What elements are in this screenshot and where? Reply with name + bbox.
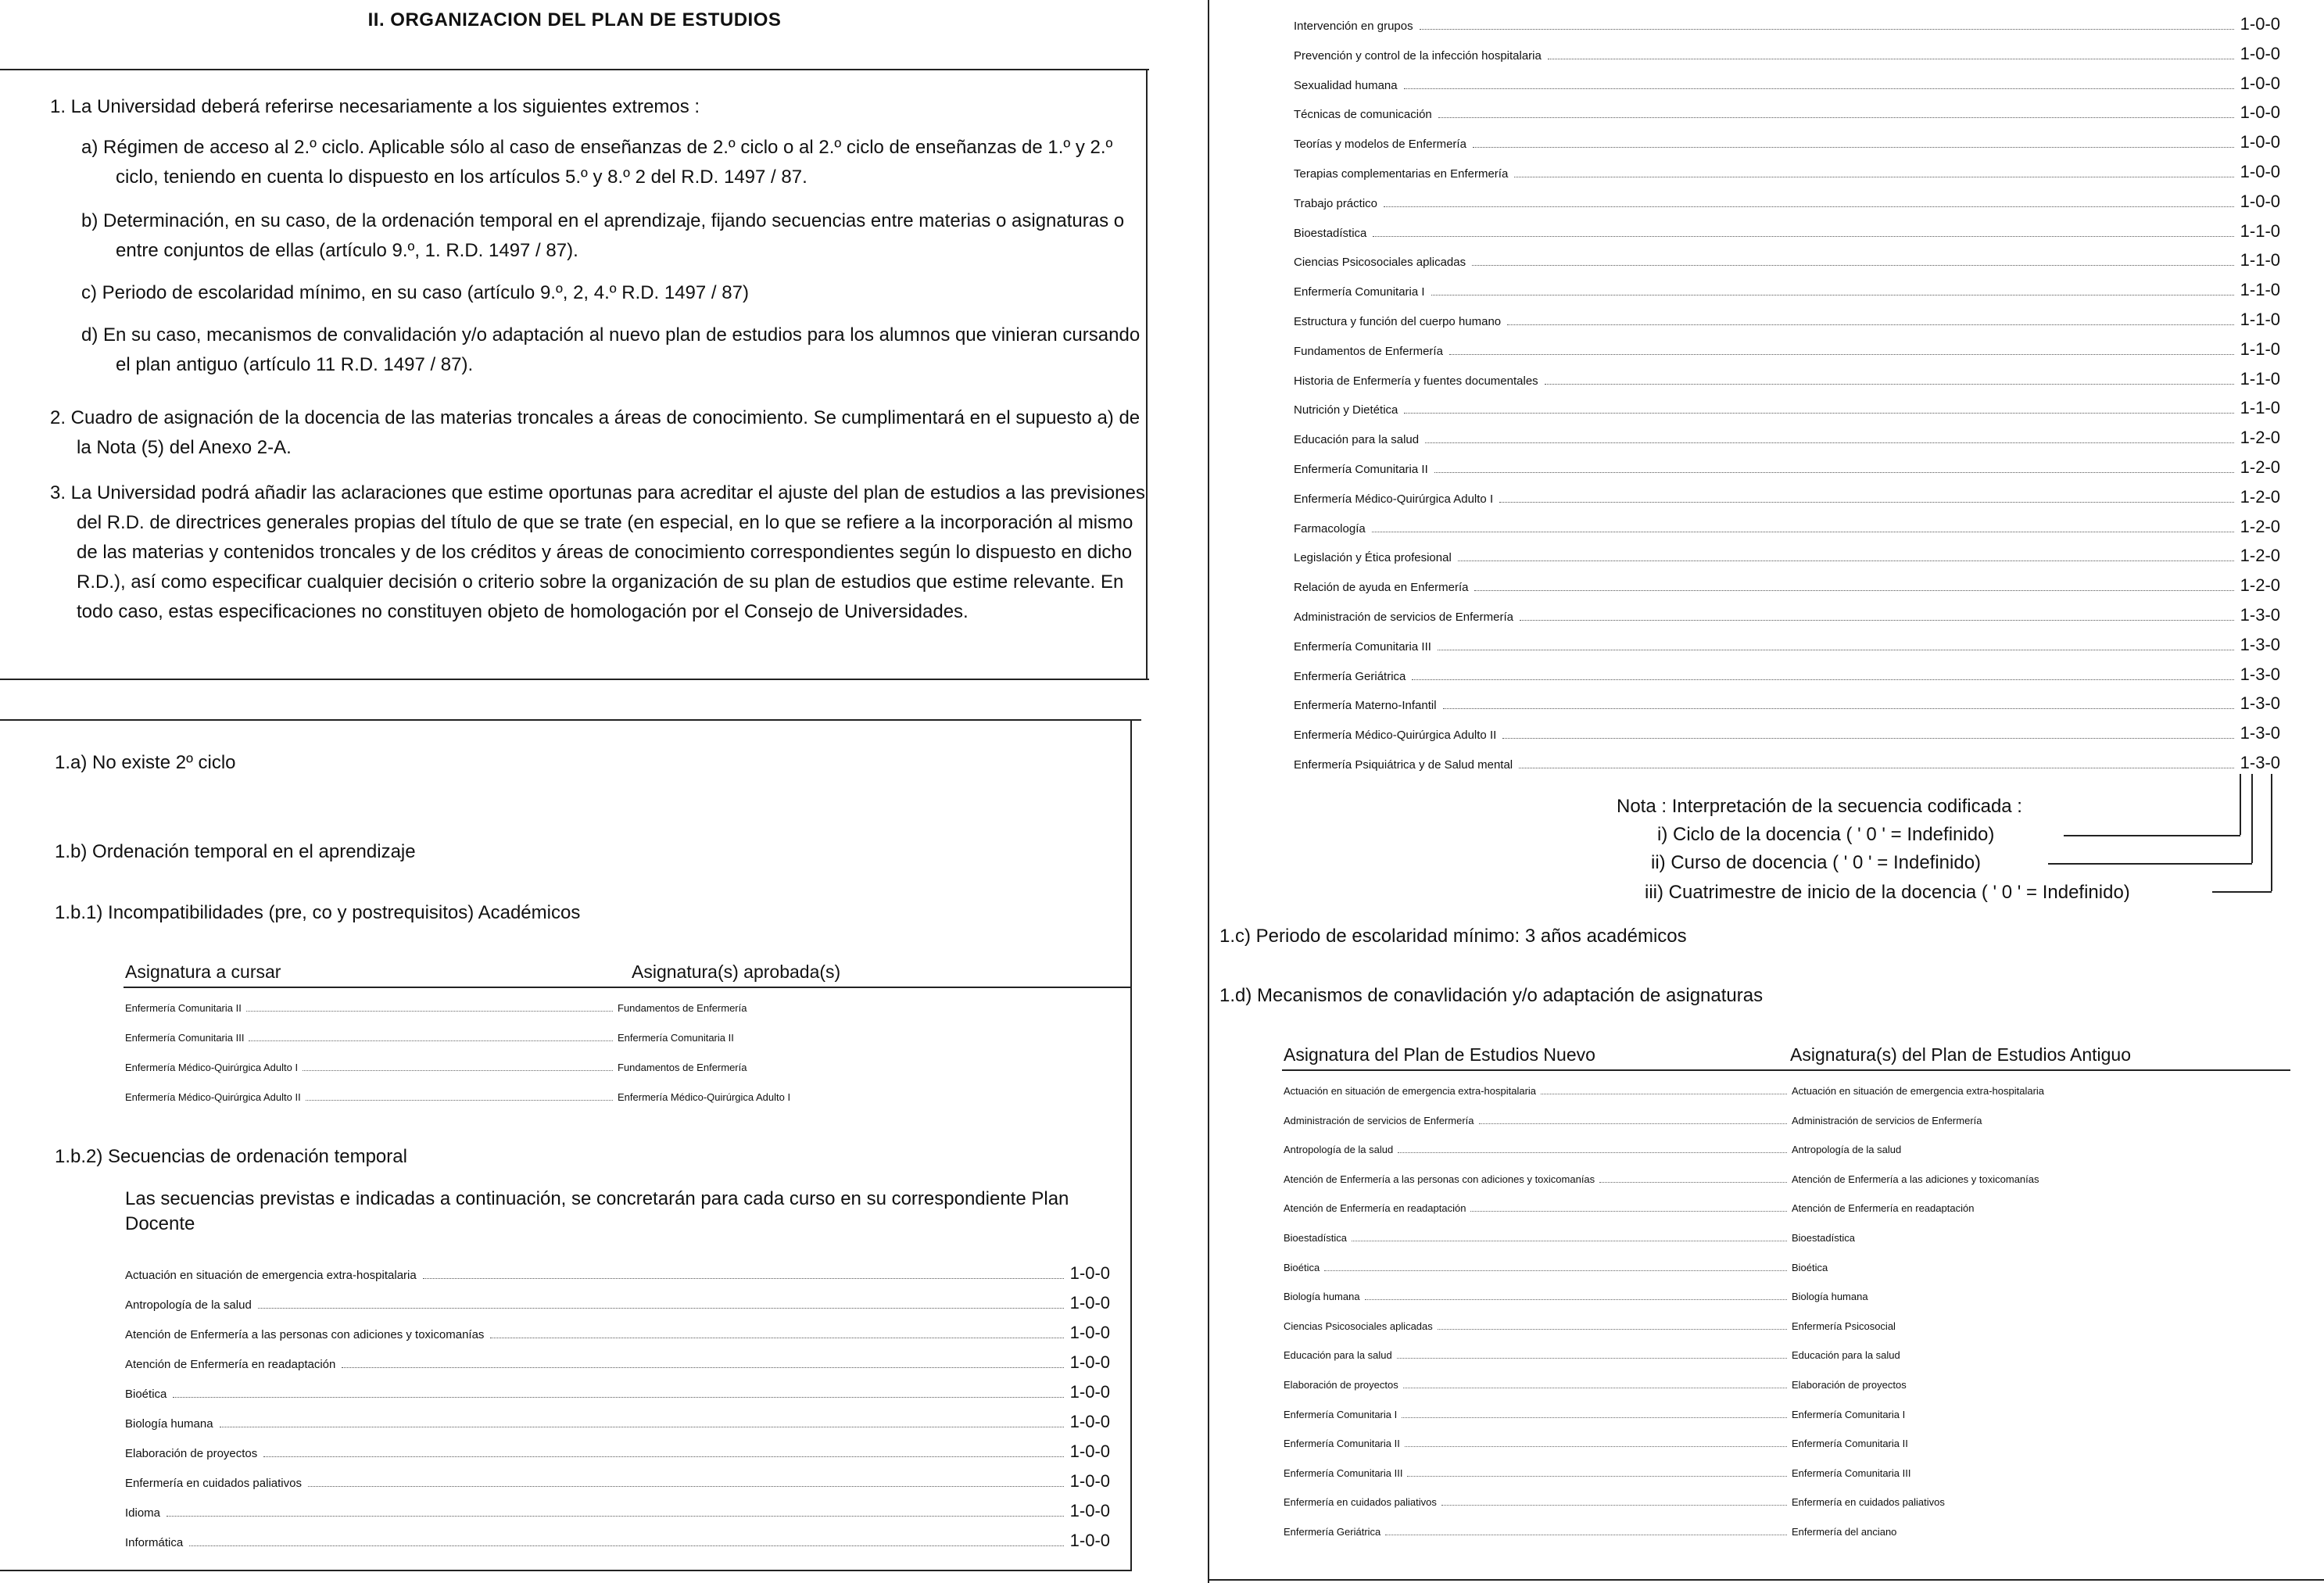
dot-leader [303, 1069, 613, 1071]
sequence-subject: Prevención y control de la infección hospitalaria [1294, 48, 1542, 63]
sequence-row [1294, 723, 2280, 743]
dot-leader [1384, 206, 2234, 207]
sequence-code: 1-3-0 [2240, 634, 2280, 654]
dot-leader [1541, 1093, 1787, 1094]
sequence-subject: Terapias complementarias en Enfermería [1294, 167, 1509, 181]
sequence-subject: Farmacología [1294, 521, 1366, 535]
bracket-line-1 [2240, 774, 2241, 835]
sequence-code: 1-0-0 [2240, 162, 2280, 181]
conv-new-subject: Ciencias Psicosociales aplicadas [1284, 1320, 1433, 1332]
sequence-row [125, 1323, 1110, 1343]
conv-old-subject: Administración de servicios de Enfermería [1792, 1114, 1982, 1126]
dot-leader [1403, 1387, 1787, 1388]
dot-leader [1373, 235, 2233, 237]
sequence-row [1294, 428, 2280, 448]
dot-leader [1431, 294, 2234, 295]
dot-leader [1402, 1416, 1787, 1418]
dot-leader [258, 1307, 1064, 1309]
box-bottom-border [0, 679, 1149, 680]
sequence-subject: Estructura y función del cuerpo humano [1294, 315, 1502, 328]
sequence-row [125, 1501, 1110, 1521]
bracket-connector-3 [2212, 891, 2272, 893]
paragraph-1c: c) Periodo de escolaridad mínimo, en su caso (artículo 9.º, 2, 4.º R.D. 1497 / 87) [81, 282, 749, 303]
sequence-code: 1-3-0 [2240, 723, 2280, 743]
dot-leader [1398, 1151, 1787, 1153]
section-1b: 1.b) Ordenación temporal en el aprendizaje [55, 841, 416, 862]
conv-old-subject: Enfermería Comunitaria I [1792, 1408, 1906, 1420]
dot-leader [1324, 1270, 1787, 1271]
sequence-subject: Intervención en grupos [1294, 20, 1413, 33]
right-page-left-border [1208, 0, 1209, 1583]
sequence-row [1294, 102, 2280, 123]
conv-row [1284, 1173, 2292, 1185]
sequence-row [125, 1442, 1110, 1462]
sequence-subject: Educación para la salud [1294, 433, 1420, 447]
sequence-code: 1-1-0 [2240, 280, 2280, 300]
conv-new-subject: Enfermería Comunitaria I [1284, 1408, 1398, 1420]
conv-old-subject: Bioética [1792, 1261, 1828, 1273]
dot-leader [1514, 176, 2233, 177]
sequence-subject: Bioética [125, 1388, 167, 1401]
sequence-row [1294, 487, 2280, 507]
conv-new-subject: Antropología de la salud [1284, 1144, 1394, 1156]
page-title: II. ORGANIZACION DEL PLAN DE ESTUDIOS [367, 9, 782, 30]
conv-header-rule [1282, 1069, 2290, 1071]
dot-leader [189, 1545, 1063, 1546]
conv-old-subject: Educación para la salud [1792, 1349, 1900, 1362]
sequence-code: 1-0-0 [1069, 1293, 1110, 1313]
sequence-code: 1-1-0 [2240, 338, 2280, 359]
conv-old-subject: Enfermería Comunitaria II [1792, 1438, 1908, 1450]
sequence-code: 1-2-0 [2240, 546, 2280, 566]
dot-leader [1548, 58, 2234, 59]
sequence-row [1294, 546, 2280, 566]
sequence-subject: Técnicas de comunicación [1294, 108, 1432, 122]
dot-leader [220, 1426, 1064, 1427]
dot-leader [1438, 1328, 1787, 1330]
sequence-row [1294, 192, 2280, 212]
conv-old-subject: Antropología de la salud [1792, 1144, 1902, 1156]
sequence-row [1294, 664, 2280, 685]
paragraph-1a: a) Régimen de acceso al 2.º ciclo. Aplicable sólo al caso de enseñanzas de 2.º ciclo o al 2.º ciclo de enseñanzas de 1.º y 2.º ciclo, teniendo en cuenta lo dispuesto en los artículos 5.º y 8.º 2 del R.D. 1497 / 87. [81, 137, 1113, 188]
dot-leader [173, 1396, 1063, 1398]
conv-old-subject: Enfermería Psicosocial [1792, 1320, 1896, 1332]
sequence-code: 1-0-0 [2240, 102, 2280, 123]
conv-old-subject: Atención de Enfermería a las adiciones y toxicomanías [1792, 1173, 2039, 1185]
section-1b2-description: Las secuencias previstas e indicadas a continuación, se concretarán para cada curso en su correspondiente Plan Docente [125, 1188, 1069, 1234]
sequence-row [1294, 369, 2280, 389]
conv-row [1284, 1320, 2292, 1332]
conv-new-subject: Bioética [1284, 1261, 1320, 1273]
sequence-row [1294, 517, 2280, 537]
sequence-code: 1-0-0 [1069, 1442, 1110, 1461]
sequence-row [1294, 339, 2280, 360]
conv-row [1284, 1409, 2292, 1420]
conv-new-subject: Enfermería en cuidados paliativos [1284, 1496, 1437, 1509]
sequence-subject: Fundamentos de Enfermería [1294, 344, 1443, 358]
right-page-bottom-border [1208, 1579, 2324, 1581]
incompat-course: Enfermería Médico-Quirúrgica Adulto I [125, 1062, 299, 1073]
sequence-row [1294, 280, 2280, 300]
conv-old-subject: Enfermería en cuidados paliativos [1792, 1496, 1945, 1509]
note-title: Nota : Interpretación de la secuencia codificada : [1617, 796, 2022, 817]
conv-old-subject: Actuación en situación de emergencia extra-hospitalaria [1792, 1085, 2045, 1097]
conv-old-subject: Elaboración de proyectos [1792, 1379, 1907, 1391]
conv-old-subject: Enfermería Comunitaria III [1792, 1467, 1911, 1479]
sequence-code: 1-0-0 [1069, 1382, 1110, 1402]
conv-new-subject: Elaboración de proyectos [1284, 1379, 1398, 1391]
sequence-code: 1-1-0 [2240, 368, 2280, 389]
section-1a: 1.a) No existe 2º ciclo [55, 752, 236, 773]
sequence-row [1294, 398, 2280, 418]
section-1c: 1.c) Periodo de escolaridad mínimo: 3 años académicos [1219, 926, 1687, 947]
conv-old-subject: Bioestadística [1792, 1232, 1855, 1244]
sequence-subject: Enfermería en cuidados paliativos [125, 1477, 302, 1490]
conv-row [1284, 1262, 2292, 1273]
sequence-row [1294, 14, 2280, 34]
incompat-header-col1: Asignatura a cursar [125, 962, 281, 982]
conv-header-col1: Asignatura del Plan de Estudios Nuevo [1284, 1044, 1595, 1065]
sequence-code: 1-1-0 [2240, 310, 2280, 329]
conv-old-subject: Enfermería del anciano [1792, 1526, 1897, 1538]
sequence-code: 1-3-0 [2240, 664, 2280, 684]
sequence-code: 1-1-0 [2240, 398, 2280, 418]
sequence-subject: Idioma [125, 1506, 161, 1520]
sequence-code: 1-2-0 [2240, 516, 2280, 536]
sequence-row [1294, 605, 2280, 625]
sequence-subject: Enfermería Comunitaria II [1294, 463, 1428, 476]
dot-leader [1420, 28, 2234, 30]
sequence-row [1294, 693, 2280, 714]
conv-row [1284, 1379, 2292, 1391]
conv-row [1284, 1526, 2292, 1538]
sequence-row [125, 1263, 1110, 1284]
dot-leader [1352, 1240, 1787, 1241]
conv-row [1284, 1291, 2292, 1302]
sequence-subject: Teorías y modelos de Enfermería [1294, 138, 1466, 152]
sequence-code: 1-0-0 [1069, 1323, 1110, 1342]
dot-leader [1520, 619, 2234, 621]
incompat-row [125, 1091, 1118, 1103]
dot-leader [1372, 531, 2234, 532]
sequence-subject: Atención de Enfermería a las personas con adiciones y toxicomanías [125, 1328, 485, 1341]
sequence-subject: Enfermería Comunitaria III [1294, 639, 1431, 654]
sequence-subject: Actuación en situación de emergencia extra-hospitalaria [125, 1269, 417, 1282]
dot-leader [1479, 1123, 1788, 1124]
sequence-row [125, 1531, 1110, 1551]
conv-row [1284, 1202, 2292, 1214]
dot-leader [1470, 1210, 1787, 1212]
dot-leader [1458, 560, 2234, 561]
sequence-subject: Enfermería Médico-Quirúrgica Adulto II [1294, 729, 1497, 743]
paragraph-2: 2. Cuadro de asignación de la docencia de las materias troncales a áreas de conocimiento. Se cumplimentará en el supuesto a) de la Nota (5) del Anexo 2-A. [50, 407, 1141, 458]
sequence-row [125, 1471, 1110, 1492]
dot-leader [306, 1099, 613, 1101]
dot-leader [249, 1040, 613, 1041]
sequence-row [1294, 457, 2280, 478]
dot-leader [490, 1337, 1063, 1338]
sequence-row [1294, 575, 2280, 596]
dot-leader [1385, 1534, 1787, 1535]
conv-row [1284, 1144, 2292, 1155]
conv-row [1284, 1115, 2292, 1126]
sequence-row [125, 1412, 1110, 1432]
sequence-code: 1-0-0 [1069, 1412, 1110, 1431]
paragraph-1b: b) Determinación, en su caso, de la ordenación temporal en el aprendizaje, fijando secuencias entre materias o asignaturas o entre conjuntos de ellas (artículo 9.º, 1. R.D. 1497 / 87). [81, 210, 1125, 261]
sequence-row [1294, 73, 2280, 94]
conv-row [1284, 1232, 2292, 1244]
incompat-prereq: Enfermería Médico-Quirúrgica Adulto I [618, 1091, 791, 1103]
paragraph-1d: d) En su caso, mecanismos de convalidación y/o adaptación al nuevo plan de estudios para los alumnos que vinieran cursando el plan antiguo (artículo 11 R.D. 1497 / 87). [81, 324, 1141, 375]
dot-leader [1412, 679, 2233, 680]
conv-new-subject: Bioestadística [1284, 1232, 1347, 1244]
dot-leader [1438, 649, 2234, 650]
incompat-row [125, 1002, 1118, 1014]
conv-new-subject: Educación para la salud [1284, 1349, 1392, 1362]
dot-leader [1441, 1504, 1787, 1506]
sequence-code: 1-2-0 [2240, 486, 2280, 507]
sequence-subject: Nutrición y Dietética [1294, 403, 1398, 417]
dot-leader [1397, 1357, 1787, 1359]
sequence-row [1294, 162, 2280, 182]
dot-leader [1405, 1445, 1787, 1447]
sequence-subject: Enfermería Médico-Quirúrgica Adulto I [1294, 492, 1494, 506]
dot-leader [1502, 737, 2233, 739]
sequence-subject: Elaboración de proyectos [125, 1447, 258, 1460]
bracket-connector-1 [2064, 835, 2240, 836]
sequence-subject: Biología humana [125, 1417, 213, 1431]
box-top-border [0, 69, 1149, 70]
sequence-code: 1-2-0 [2240, 457, 2280, 477]
dot-leader [1599, 1181, 1787, 1183]
sequence-code: 1-3-0 [2240, 753, 2280, 772]
sequence-subject: Antropología de la salud [125, 1298, 252, 1312]
bracket-line-3 [2271, 774, 2272, 891]
sequence-subject: Enfermería Psiquiátrica y de Salud mental [1294, 758, 1513, 772]
sequence-code: 1-3-0 [2240, 693, 2280, 714]
dot-leader [1507, 324, 2233, 325]
incompat-header-col2: Asignatura(s) aprobada(s) [632, 962, 841, 982]
dot-leader [1519, 767, 2234, 768]
sequence-subject: Enfermería Materno-Infantil [1294, 699, 1437, 713]
sequence-row [1294, 250, 2280, 270]
paragraph-3: 3. La Universidad podrá añadir las aclaraciones que estime oportunas para acreditar el ajuste del plan de estudios a las previsiones del R.D. de directrices generales propias del título de que se trate (en especial, en lo que se refiere a la incorporación al mismo de las materias y contenidos troncales y de los créditos y áreas de conocimiento correspondientes según lo dispuesto en dicho R.D.), así como especificar cualquier decisión o criterio sobre la organización de su plan de estudios que estime relevante. En todo caso, estas especificaciones no constituyen objeto de homologación por el Consejo de Universidades. [50, 482, 1145, 622]
sequence-row [1294, 635, 2280, 655]
dot-leader [1425, 442, 2234, 443]
incompat-course: Enfermería Comunitaria III [125, 1032, 245, 1044]
conv-new-subject: Atención de Enfermería en readaptación [1284, 1202, 1466, 1215]
sequence-subject: Trabajo práctico [1294, 196, 1377, 210]
sequence-code: 1-1-0 [2240, 250, 2280, 270]
dot-leader [1449, 353, 2234, 355]
note-item-iii: iii) Cuatrimestre de inicio de la docencia ( ' 0 ' = Indefinido) [1645, 882, 2130, 903]
conv-new-subject: Actuación en situación de emergencia extra-hospitalaria [1284, 1085, 1537, 1097]
conv-new-subject: Enfermería Comunitaria II [1284, 1438, 1400, 1450]
section-1b1: 1.b.1) Incompatibilidades (pre, co y postrequisitos) Académicos [55, 902, 581, 923]
conv-row [1284, 1349, 2292, 1361]
conv-new-subject: Enfermería Comunitaria III [1284, 1467, 1403, 1479]
sequence-subject: Historia de Enfermería y fuentes documentales [1294, 374, 1538, 388]
dot-leader [308, 1485, 1064, 1487]
incompat-course: Enfermería Comunitaria II [125, 1002, 242, 1014]
sequence-code: 1-1-0 [2240, 220, 2280, 241]
conv-old-subject: Biología humana [1792, 1291, 1868, 1303]
dot-leader [1499, 501, 2234, 503]
dot-leader [1472, 264, 2234, 266]
conv-new-subject: Atención de Enfermería a las personas con adiciones y toxicomanías [1284, 1173, 1595, 1185]
sequence-code: 1-0-0 [2240, 132, 2280, 152]
sequence-code: 1-0-0 [2240, 191, 2280, 211]
sequence-subject: Enfermería Comunitaria I [1294, 285, 1425, 299]
sequence-code: 1-2-0 [2240, 428, 2280, 448]
incompat-row [125, 1032, 1118, 1044]
incompat-row [125, 1062, 1118, 1073]
incompat-course: Enfermería Médico-Quirúrgica Adulto II [125, 1091, 301, 1103]
sequence-code: 1-0-0 [1069, 1352, 1110, 1372]
sequence-row [125, 1352, 1110, 1373]
sequence-subject: Relación de ayuda en Enfermería [1294, 581, 1469, 595]
note-item-ii: ii) Curso de docencia ( ' 0 ' = Indefinido) [1651, 852, 1982, 873]
sequence-row [1294, 221, 2280, 242]
dot-leader [263, 1456, 1063, 1457]
sequence-row [1294, 753, 2280, 773]
dot-leader [1404, 412, 2233, 414]
sequence-subject: Bioestadística [1294, 226, 1367, 240]
incompat-header-rule [124, 987, 1132, 988]
conv-row [1284, 1496, 2292, 1508]
incompat-prereq: Enfermería Comunitaria II [618, 1032, 734, 1044]
dot-leader [342, 1366, 1063, 1368]
sequence-subject: Enfermería Geriátrica [1294, 669, 1406, 683]
box2-top-border [0, 719, 1141, 721]
paragraph-1: 1. La Universidad deberá referirse necesariamente a los siguientes extremos : [50, 96, 700, 117]
sequence-code: 1-3-0 [2240, 605, 2280, 625]
conv-new-subject: Administración de servicios de Enfermería [1284, 1114, 1474, 1126]
dot-leader [1365, 1298, 1787, 1300]
dot-leader [1473, 146, 2234, 148]
sequence-subject: Atención de Enfermería en readaptación [125, 1358, 336, 1371]
sequence-subject: Sexualidad humana [1294, 78, 1398, 92]
sequence-code: 1-0-0 [1069, 1471, 1110, 1491]
sequence-code: 1-2-0 [2240, 575, 2280, 596]
note-item-i: i) Ciclo de la docencia ( ' 0 ' = Indefinido) [1657, 824, 1995, 845]
sequence-row [125, 1293, 1110, 1313]
dot-leader [1545, 383, 2234, 385]
sequence-row [125, 1382, 1110, 1402]
dot-leader [1404, 88, 2234, 89]
dot-leader [167, 1515, 1064, 1517]
section-1d: 1.d) Mecanismos de conavlidación y/o adaptación de asignaturas [1219, 985, 1764, 1006]
sequence-code: 1-0-0 [2240, 43, 2280, 63]
dot-leader [1407, 1475, 1787, 1477]
conv-row [1284, 1438, 2292, 1449]
dot-leader [246, 1010, 613, 1012]
conv-new-subject: Enfermería Geriátrica [1284, 1526, 1381, 1538]
incompat-prereq: Fundamentos de Enfermería [618, 1002, 747, 1014]
section-1b2: 1.b.2) Secuencias de ordenación temporal [55, 1146, 407, 1167]
sequence-code: 1-0-0 [2240, 14, 2280, 34]
sequence-row [1294, 310, 2280, 330]
conv-new-subject: Biología humana [1284, 1291, 1360, 1303]
sequence-row [1294, 132, 2280, 152]
conv-row [1284, 1085, 2292, 1097]
conv-row [1284, 1467, 2292, 1479]
sequence-code: 1-0-0 [1069, 1263, 1110, 1283]
box2-right-border [1130, 719, 1132, 1571]
dot-leader [1438, 116, 2234, 118]
sequence-row [1294, 44, 2280, 64]
conv-old-subject: Atención de Enfermería en readaptación [1792, 1202, 1975, 1215]
incompat-prereq: Fundamentos de Enfermería [618, 1062, 747, 1073]
sequence-subject: Ciencias Psicosociales aplicadas [1294, 256, 1466, 270]
sequence-subject: Legislación y Ética profesional [1294, 551, 1452, 565]
dot-leader [1434, 471, 2234, 473]
sequence-subject: Administración de servicios de Enfermería [1294, 611, 1513, 624]
dot-leader [1474, 589, 2233, 591]
conv-header-col2: Asignatura(s) del Plan de Estudios Antiguo [1790, 1044, 2131, 1065]
box2-bottom-border [0, 1570, 1132, 1571]
bracket-connector-2 [2048, 863, 2252, 865]
sequence-code: 1-0-0 [2240, 73, 2280, 93]
bracket-line-2 [2251, 774, 2253, 863]
dot-leader [423, 1277, 1064, 1279]
dot-leader [1443, 707, 2234, 709]
sequence-code: 1-0-0 [1069, 1531, 1110, 1550]
sequence-code: 1-0-0 [1069, 1501, 1110, 1520]
sequence-subject: Informática [125, 1536, 184, 1549]
